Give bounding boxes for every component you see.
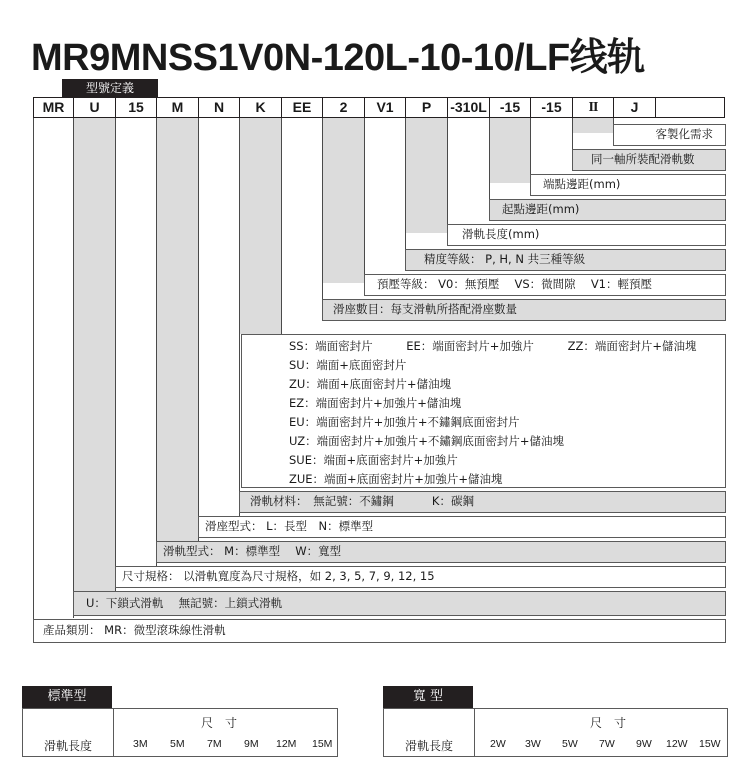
band-end-margin-text: 端點邊距(mm) [543,177,621,191]
seal-option-row [289,432,725,451]
band-block-type [198,516,726,538]
seal-option-zz: ZZ：端面密封片+儲油塊 [567,339,697,353]
band-accuracy [405,249,726,271]
band-category [33,619,726,643]
wide-table-divider [474,709,475,756]
band-accuracy-text: 精度等級： P, H, N 共三種等級 [424,252,586,266]
band-same-axis [572,149,726,171]
standard-length-value: 3M [133,738,148,750]
code-cell-end: -15 [530,97,573,118]
band-rail-length [447,224,726,246]
connector-mr [33,118,34,643]
page-title: MR9MNSS1V0N-120L-10-10/LF线轨 [31,37,645,79]
seal-option-row [289,356,725,375]
seal-option-row [289,451,725,470]
band-category-text: 產品類別： MR：微型滾珠線性滑軌 [43,623,226,637]
connector-ee [281,118,282,338]
wide-table-row-label: 滑軌長度 [404,739,453,753]
code-cell-start: -15 [489,97,531,118]
seal-option-row [289,413,725,432]
wide-length-table [383,708,728,757]
band-start-margin [489,199,726,221]
band-preload [364,274,726,296]
standard-length-value: 9M [244,738,259,750]
seal-option-row [289,337,725,356]
band-end-margin [530,174,726,196]
seal-option-zu: ZU：端面+底面密封片+儲油塊 [289,377,452,391]
shade-p-column [406,118,447,233]
code-cell-p: P [405,97,448,118]
band-block-count [322,299,726,321]
seal-option-row [289,470,725,489]
standard-length-value: 7M [207,738,222,750]
band-block-type-text: 滑座型式： L：長型 N：標準型 [205,519,374,533]
standard-length-table [22,708,338,757]
seal-option-ss: SS：端面密封片 [289,339,373,353]
band-same-axis-text: 同一軸所裝配滑軌數 [591,152,695,166]
seal-option-su: SU：端面+底面密封片 [289,358,407,372]
wide-length-value: 3W [525,738,541,750]
band-rail-length-text: 滑軌長度(mm) [462,227,540,241]
wide-length-value: 15W [699,738,721,750]
connector-length [447,118,448,233]
band-block-count-text: 滑座數目：每支滑軌所搭配滑座數量 [333,302,517,316]
seal-option-ee: EE：端面密封片+加強片 [406,339,534,353]
standard-table-divider [113,709,114,756]
connector-15 [115,118,116,593]
shade-k-column [240,118,281,334]
band-custom-text: 客製化需求 [655,127,713,141]
code-cell-v1: V1 [364,97,406,118]
connector-v1 [364,118,365,283]
seal-option-zue: ZUE：端面+底面密封片+加強片+儲油塊 [289,472,503,486]
seal-options-box [241,334,726,488]
wide-length-value: 12W [666,738,688,750]
shade-axis-column [573,118,613,133]
wide-table-tab: 寬 型 [383,686,473,708]
band-start-margin-text: 起點邊距(mm) [502,202,580,216]
band-custom [613,124,726,146]
band-lock [73,591,726,616]
code-cell-2: 2 [322,97,365,118]
code-cell-j: J [613,97,656,118]
wide-table-header: 尺寸 [590,716,639,730]
code-cell-ee: EE [281,97,323,118]
code-cell-k: K [239,97,282,118]
standard-length-value: 12M [276,738,297,750]
band-lock-text: U：下鎖式滑軌 無記號：上鎖式滑軌 [86,596,283,610]
shade-m-column [157,118,198,543]
standard-length-value: 15M [312,738,333,750]
band-rail-type-text: 滑軌型式： M：標準型 W：寬型 [163,544,342,558]
wide-length-value: 2W [490,738,506,750]
code-cell-u: U [73,97,116,118]
standard-table-tab: 標準型 [22,686,112,708]
connector-n [198,118,199,543]
standard-length-value: 5M [170,738,185,750]
standard-table-header: 尺寸 [201,716,250,730]
band-material-text: 滑軌材料： 無記號：不鏽鋼 K：碳鋼 [250,494,474,508]
band-preload-text: 預壓等級： V0：無預壓 VS：微間隙 V1：輕預壓 [377,277,652,291]
code-cell-mr: MR [33,97,74,118]
seal-option-row [289,375,725,394]
code-cell-length: -310L [447,97,490,118]
seal-option-sue: SUE：端面+底面密封片+加強片 [289,453,458,467]
shade-start-column [490,118,530,183]
code-cell-blank [655,97,725,118]
band-rail-type [156,541,726,563]
header-tab: 型號定義 [62,79,158,97]
code-cell-m: M [156,97,199,118]
seal-option-uz: UZ：端面密封片+加強片+不鏽鋼底面密封片+儲油塊 [289,434,564,448]
standard-table-row-label: 滑軌長度 [43,739,92,753]
wide-length-value: 7W [599,738,615,750]
seal-option-ez: EZ：端面密封片+加強片+儲油塊 [289,396,462,410]
band-size [115,566,726,588]
code-cell-axis: II [572,97,614,118]
shade-2-column [323,118,364,283]
band-size-text: 尺寸規格： 以滑軌寬度為尺寸規格，如 2, 3, 5, 7, 9, 12, 15 [122,569,435,583]
code-cell-15: 15 [115,97,157,118]
shade-u-column [74,118,115,593]
band-material [239,491,726,513]
wide-length-value: 5W [562,738,578,750]
seal-option-row [289,394,725,413]
wide-length-value: 9W [636,738,652,750]
code-cell-n: N [198,97,240,118]
seal-option-eu: EU：端面密封片+加強片+不鏽鋼底面密封片 [289,415,520,429]
